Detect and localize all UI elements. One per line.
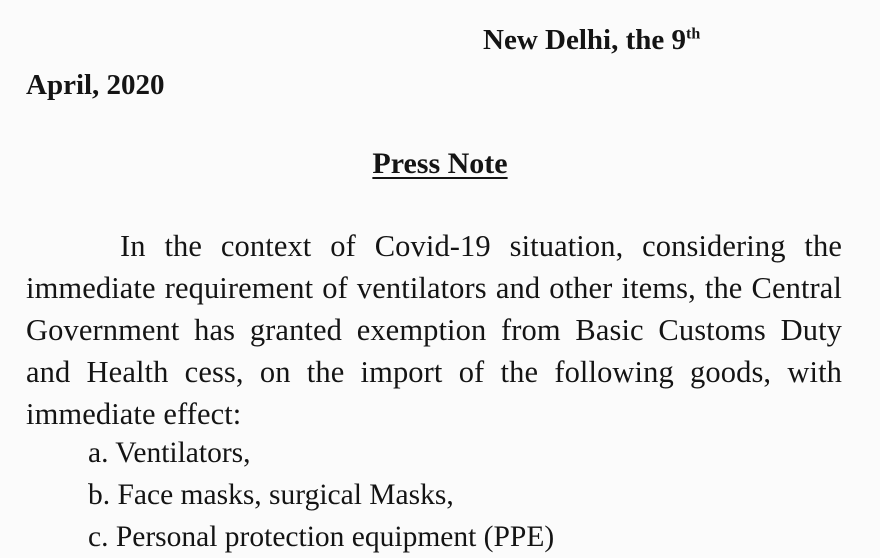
list-item-masks: b. Face masks, surgical Masks, <box>88 479 454 511</box>
body-paragraph: In the context of Covid-19 situation, considering the immediate requirement of ventilators and other items, the Central Government has granted exemption from Basic Customs Duty and Health cess, on the import of the following goods, with immediate effect: <box>26 229 842 431</box>
document-title <box>0 144 880 184</box>
goods-list <box>88 432 554 558</box>
list-item-ventilators: a. Ventilators, <box>88 437 251 469</box>
dateline-place: New Delhi, the 9 <box>483 24 686 56</box>
dateline-ordinal-suffix: th <box>685 25 701 43</box>
dateline <box>483 20 700 60</box>
list-item-ppe: c. Personal protection equipment (PPE) <box>88 521 555 553</box>
dateline-month-year: April, 2020 <box>26 69 165 101</box>
document-title-text: Press Note <box>372 147 508 180</box>
